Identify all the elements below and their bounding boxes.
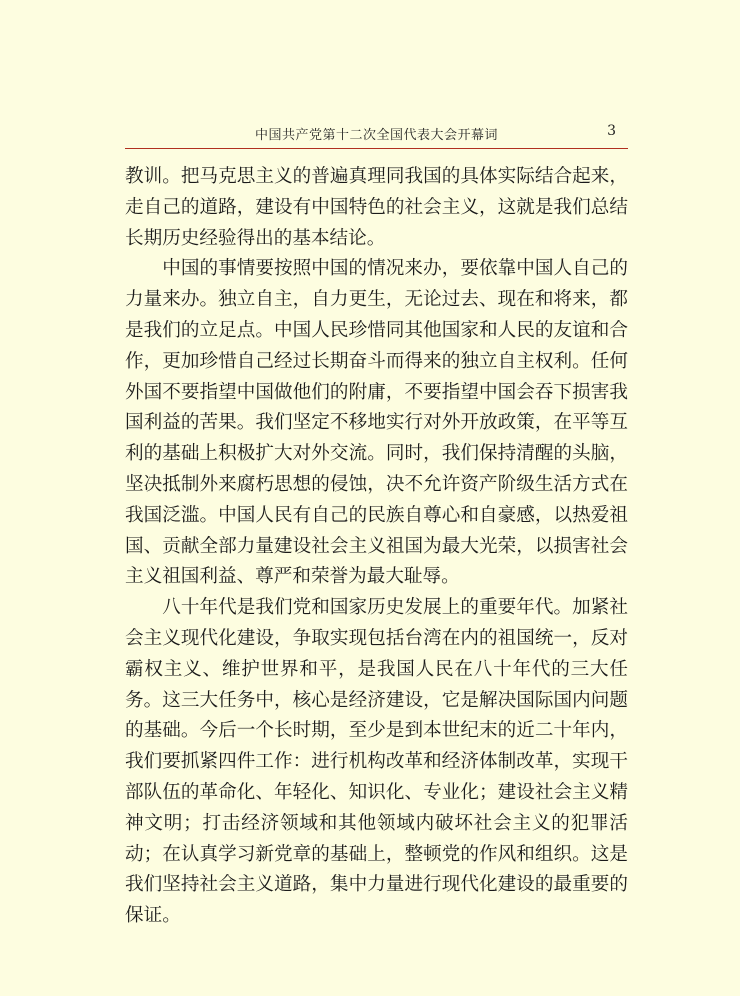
paragraph-continued: 教训。把马克思主义的普遍真理同我国的具体实际结合起来，走自己的道路，建设有中国特色的社会主义，这就是我们总结长期历史经验得出的基本结论。 bbox=[125, 166, 628, 249]
running-header-title: 中国共产党第十二次全国代表大会开幕词 bbox=[254, 128, 498, 143]
body-text bbox=[125, 162, 628, 932]
page-number: 3 bbox=[607, 123, 616, 139]
paragraph-eighties-tasks: 八十年代是我们党和国家历史发展上的重要年代。加紧社会主义现代化建设，争取实现包括台湾在内的祖国统一，反对霸权主义、维护世界和平，是我国人民在八十年代的三大任务。这三大任务中，核心是经济建设，它是解决国际国内问题的基础。今后一个长时期，至少是到本世纪末的近二十年内，我们要抓紧四件工作：进行机构改革和经济体制改革，实现干部队伍的革命化、年轻化、知识化、专业化；建设社会主义精神文明；打击经济领域和其他领域内破坏社会主义的犯罪活动；在认真学习新党章的基础上，整顿党的作风和组织。这是我们坚持社会主义道路，集中力量进行现代化建设的最重要的保证。 bbox=[125, 597, 628, 927]
running-header bbox=[125, 118, 628, 149]
paragraph-independence: 中国的事情要按照中国的情况来办，要依靠中国人自己的力量来办。独立自主，自力更生，无论过去、现在和将来，都是我们的立足点。中国人民珍惜同其他国家和人民的友谊和合作，更加珍惜自己经过长期奋斗而得来的独立自主权利。任何外国不要指望中国做他们的附庸，不要指望中国会吞下损害我国利益的苦果。我们坚定不移地实行对外开放政策，在平等互利的基础上积极扩大对外交流。同时，我们保持清醒的头脑，坚决抵制外来腐朽思想的侵蚀，决不允许资产阶级生活方式在我国泛滥。中国人民有自己的民族自尊心和自豪感，以热爱祖国、贡献全部力量建设社会主义祖国为最大光荣，以损害社会主义祖国利益、尊严和荣誉为最大耻辱。 bbox=[125, 258, 628, 588]
